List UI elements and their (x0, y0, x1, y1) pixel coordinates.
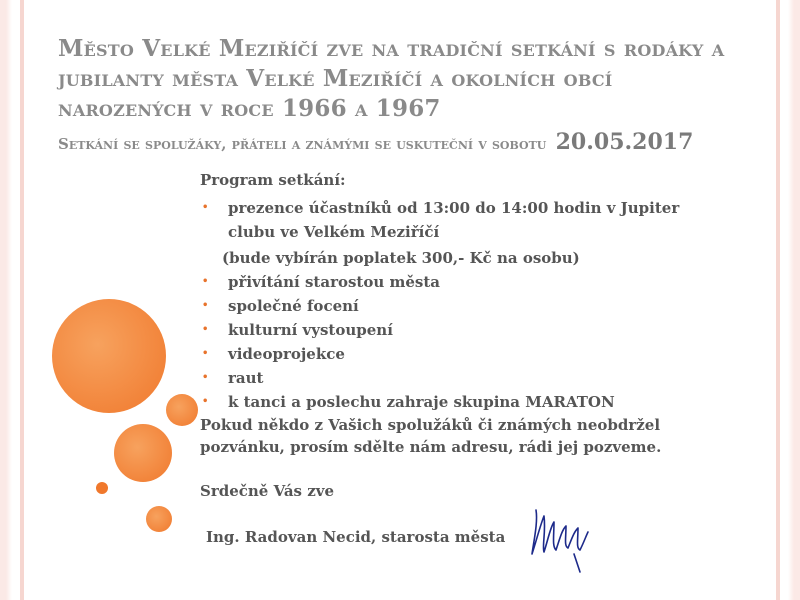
bullet-icon: • (202, 276, 209, 287)
left-frame-line (20, 0, 24, 600)
program-item-text: raut (228, 369, 264, 387)
program-item-text: k tanci a poslechu zahraje skupina MARATON (228, 393, 615, 411)
bullet-icon: • (202, 202, 209, 213)
meeting-subtitle (58, 128, 738, 158)
program-item-text: přivítání starostou města (228, 273, 440, 291)
small-orange-circle-upper (166, 394, 198, 426)
bullet-icon: • (202, 372, 209, 383)
tiny-orange-dot (96, 482, 108, 494)
program-list (200, 196, 760, 244)
meeting-subtitle-text: Setkání se spolužáky, přáteli a známými se uskuteční v sobotu (58, 135, 547, 153)
program-item-text: společné focení (228, 297, 359, 315)
program-item (200, 366, 760, 390)
program-item-text: prezence účastníků od 13:00 do 14:00 hodin v Jupiter clubu ve Velkém Meziříčí (228, 199, 680, 241)
bullet-icon: • (202, 348, 209, 359)
program-item (200, 270, 760, 294)
medium-orange-circle (114, 424, 172, 482)
program-section (200, 168, 760, 458)
meeting-date: 20.05.2017 (555, 129, 694, 155)
closing-note: Pokud někdo z Vašich spolužáků či známých neobdržel pozvánku, prosím sdělte nám adresu, rádi jej pozveme. (200, 416, 662, 456)
right-frame-line (776, 0, 780, 600)
bullet-icon: • (202, 324, 209, 335)
greeting: Srdečně Vás zve (200, 482, 334, 500)
program-item (200, 342, 760, 366)
small-orange-circle-lower (146, 506, 172, 532)
program-list-continued (200, 270, 760, 414)
large-orange-circle (52, 299, 166, 413)
bullet-icon: • (202, 300, 209, 311)
program-item (200, 318, 760, 342)
program-item (200, 196, 760, 244)
signatory: Ing. Radovan Necid, starosta města (206, 528, 506, 546)
fee-note: (bude vybírán poplatek 300,- Kč na osobu) (222, 249, 580, 267)
invitation-title: Město Velké Meziříčí zve na tradiční setkání s rodáky a jubilanty města Velké Meziříčí a okolních obcí narozených v roce 1966 a 1967 (58, 35, 725, 122)
program-item-text: kulturní vystoupení (228, 321, 393, 339)
program-item-text: videoprojekce (228, 345, 345, 363)
program-item (200, 390, 760, 414)
program-item (200, 294, 760, 318)
program-heading: Program setkání: (200, 171, 346, 189)
handwritten-signature (526, 492, 596, 574)
bullet-icon: • (202, 396, 209, 407)
